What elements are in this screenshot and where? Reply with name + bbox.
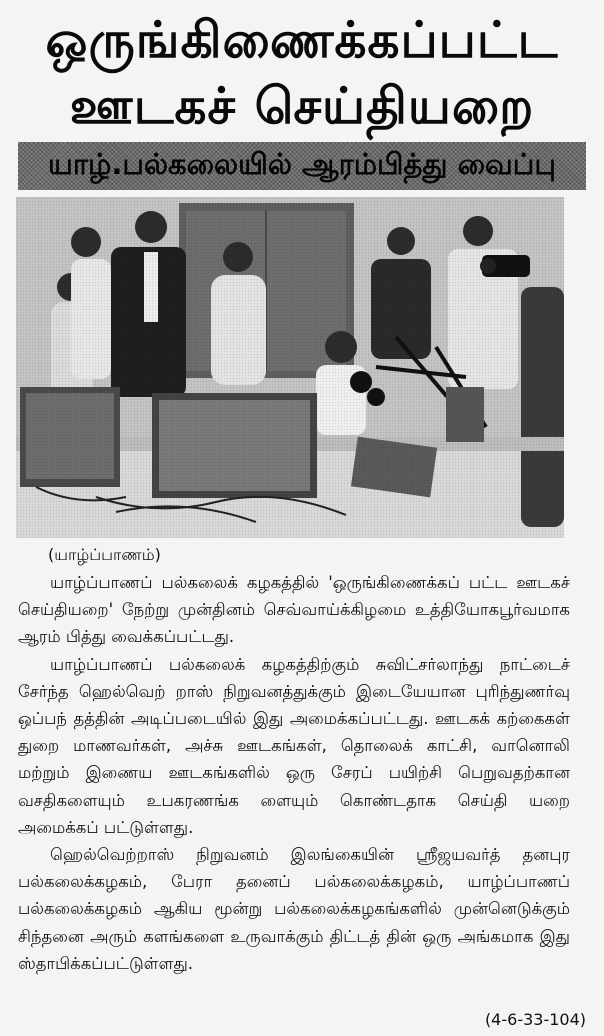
photo-illustration <box>16 197 564 538</box>
news-photo <box>16 197 564 538</box>
headline-line-2: ஊடகச் செய்தியறை <box>69 77 535 135</box>
article-paragraph: யாழ்ப்பாணப் பல்கலைக் கழகத்தில் 'ஒருங்கிணைக்கப் பட்ட ஊடகச் செய்தியறை' நேற்று முன்தினம் செவ்வாய்க்கிழமை உத்தியோகபூர்வமாக ஆரம் பித்து வைக்கப்பட்டது. <box>18 573 570 647</box>
article-paragraph: யாழ்ப்பாணப் பல்கலைக் கழகத்திற்கும் சுவிட்சர்லாந்து நாட்டைச் சேர்ந்த ஹெல்வெற் றாஸ் நிறுவனத்துக்கும் இடையேயான புரிந்துணர்வு ஒப்பந் தத்தின் அடிப்படையில் இது அமைக்கப்பட்டது. ஊடகக் கற்கைகள் துறை மாணவர்கள், அச்சு ஊடகங்கள், தொலைக் காட்சி, வானொலி மற்றும் இணைய ஊடகங்களில் ஒரு சேரப் பயிற்சி பெறுவதற்கான வசதிகளையும் உபகரணங்க ளையும் கொண்டதாக செய்தி யறை அமைக்கப் பட்டுள்ளது. <box>18 654 570 837</box>
article-reference-code: (4-6-33-104) <box>484 1010 586 1029</box>
subheading-banner <box>18 142 586 190</box>
subheading-text: யாழ்.பல்கலையில் ஆரம்பித்து வைப்பு <box>48 147 556 181</box>
article-body <box>18 569 570 977</box>
photo-caption: (யாழ்ப்பாணம்) <box>48 545 161 564</box>
article-paragraph: ஹெல்வெற்றாஸ் நிறுவனம் இலங்கையின் ஸ்ரீஜயவர்த் தனபுர பல்கலைக்கழகம், பேரா தனைப் பல்கலைக்கழகம், யாழ்ப்பாணப் பல்கலைக்கழகம் ஆகிய மூன்று பல்கலைக்கழகங்களில் முன்னெடுக்கும் சிந்தனை அரும் களங்களை உருவாக்கும் திட்டத் தின் ஒரு அங்கமாக இது ஸ்தாபிக்கப்பட்டுள்ளது. <box>18 845 570 973</box>
headline-line-1: ஒருங்கிணைக்கப்பட்ட <box>45 11 559 69</box>
